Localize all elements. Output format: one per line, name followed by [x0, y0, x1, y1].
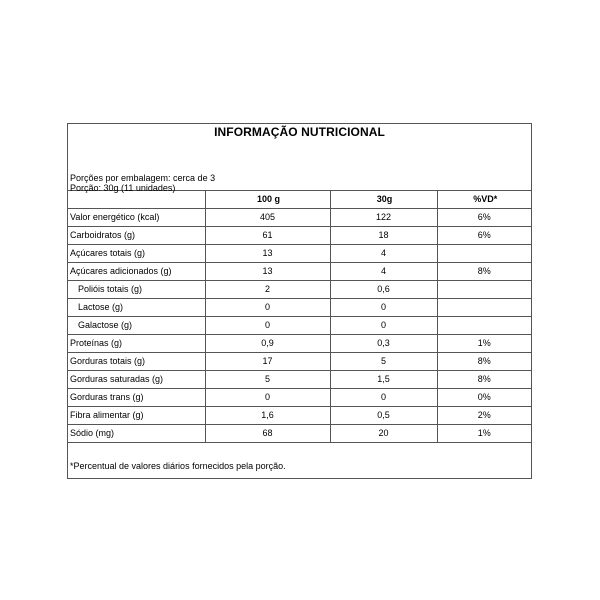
table-row [68, 226, 531, 244]
table-row [68, 262, 531, 280]
value-per-serving: 5 [330, 352, 437, 370]
header-per100: 100 g [205, 190, 330, 208]
table-row [68, 352, 531, 370]
nutrient-label: Gorduras totais (g) [68, 352, 205, 370]
nutrient-label: Gorduras saturadas (g) [68, 370, 205, 388]
value-vd: 8% [437, 370, 531, 388]
nutrient-label: Valor energético (kcal) [68, 208, 205, 226]
value-per-serving: 1,5 [330, 370, 437, 388]
value-per100: 61 [205, 226, 330, 244]
nutrition-facts-panel [67, 123, 532, 479]
nutrient-label: Açúcares adicionados (g) [68, 262, 205, 280]
table-header-row [68, 190, 531, 208]
nutrient-label: Galactose (g) [68, 316, 205, 334]
value-per-serving: 20 [330, 424, 437, 442]
value-per-serving: 0 [330, 298, 437, 316]
table-row [68, 406, 531, 424]
value-per100: 68 [205, 424, 330, 442]
value-per100: 1,6 [205, 406, 330, 424]
value-per100: 0 [205, 388, 330, 406]
value-per-serving: 0,3 [330, 334, 437, 352]
value-vd [437, 244, 531, 262]
value-per100: 0 [205, 298, 330, 316]
value-per-serving: 0,5 [330, 406, 437, 424]
header-per-serving: 30g [330, 190, 437, 208]
servings-per-package: Porções por embalagem: cerca de 3 [70, 173, 216, 183]
header-label-cell [68, 190, 205, 208]
footnote: *Percentual de valores diários fornecidos pela porção. [70, 461, 286, 471]
serving-size: Porção: 30g (11 unidades) [70, 183, 176, 193]
value-vd: 6% [437, 226, 531, 244]
nutrient-label: Gorduras trans (g) [68, 388, 205, 406]
table-row [68, 334, 531, 352]
value-per100: 5 [205, 370, 330, 388]
panel-title: INFORMAÇÃO NUTRICIONAL [214, 125, 385, 139]
table-body [68, 208, 531, 442]
table-row [68, 298, 531, 316]
nutrient-label: Sódio (mg) [68, 424, 205, 442]
value-vd [437, 316, 531, 334]
value-per-serving: 4 [330, 244, 437, 262]
value-per-serving: 0 [330, 316, 437, 334]
value-per100: 13 [205, 244, 330, 262]
nutrient-label: Proteínas (g) [68, 334, 205, 352]
value-per-serving: 0,6 [330, 280, 437, 298]
value-vd: 0% [437, 388, 531, 406]
title-section [68, 124, 531, 191]
value-per100: 13 [205, 262, 330, 280]
nutrient-label: Polióis totais (g) [68, 280, 205, 298]
value-vd: 8% [437, 262, 531, 280]
nutrient-label: Açúcares totais (g) [68, 244, 205, 262]
header-vd: %VD* [437, 190, 531, 208]
value-vd [437, 298, 531, 316]
nutrient-label: Fibra alimentar (g) [68, 406, 205, 424]
table-row [68, 370, 531, 388]
value-per100: 2 [205, 280, 330, 298]
value-vd: 8% [437, 352, 531, 370]
table-row [68, 280, 531, 298]
table-row [68, 208, 531, 226]
value-per-serving: 122 [330, 208, 437, 226]
value-vd [437, 280, 531, 298]
value-vd: 2% [437, 406, 531, 424]
value-vd: 6% [437, 208, 531, 226]
table-row [68, 388, 531, 406]
nutrient-label: Lactose (g) [68, 298, 205, 316]
table-row [68, 316, 531, 334]
value-per100: 0 [205, 316, 330, 334]
value-vd: 1% [437, 334, 531, 352]
table-row [68, 424, 531, 442]
nutrient-label: Carboidratos (g) [68, 226, 205, 244]
nutrition-table [68, 190, 531, 443]
value-per100: 17 [205, 352, 330, 370]
value-per-serving: 4 [330, 262, 437, 280]
value-per-serving: 0 [330, 388, 437, 406]
value-vd: 1% [437, 424, 531, 442]
value-per100: 405 [205, 208, 330, 226]
value-per-serving: 18 [330, 226, 437, 244]
table-row [68, 244, 531, 262]
value-per100: 0,9 [205, 334, 330, 352]
